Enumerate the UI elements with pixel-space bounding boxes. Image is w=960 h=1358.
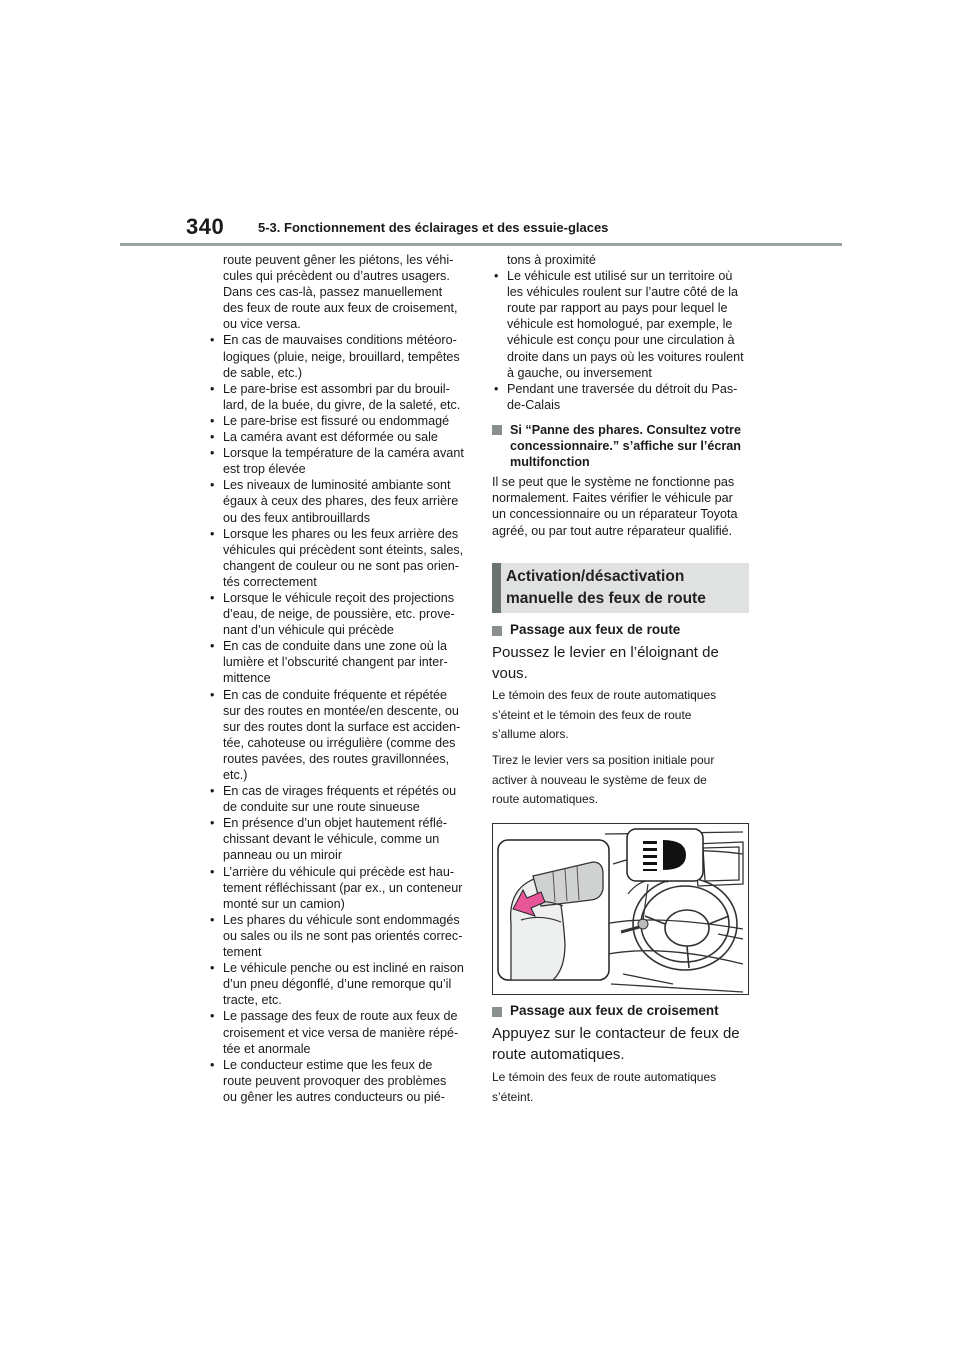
steering-wheel-icon [633,878,737,970]
list-item [208,687,470,784]
square-bullet-icon [492,626,502,636]
list-item-line: à gauche, ou inversement [507,365,652,380]
high-beam-heading [492,622,680,637]
note-line: s’allume alors. [492,727,569,741]
intro-line: cules qui précèdent ou d’autres usagers. [223,269,450,284]
list-item [208,477,470,525]
list-item [208,783,470,815]
instruction-line: Poussez le levier en l’éloignant de [492,644,719,661]
section-title-line: Activation/désactivation [506,568,685,585]
list-item-line: • En présence d’un objet hautement réflé- [223,816,448,831]
header-divider [120,243,842,246]
list-item-line: • Lorsque les phares ou les feux arrière des [223,526,459,541]
list-item [208,1057,470,1105]
list-item-line: route peuvent provoquer des problèmes [223,1073,447,1088]
list-item-line: changent de couleur ou ne sont pas orien- [223,558,459,573]
notice-body [492,474,750,538]
note-line: Le témoin des feux de route automatiques [492,1070,717,1084]
list-item-line: routes pavées, des routes gravillonnées, [223,751,450,766]
list-item-line: etc.) [223,768,248,782]
note-line: s’éteint. [492,1089,534,1104]
lever-illustration-svg [493,824,749,995]
list-item-line: • En cas de mauvaises conditions météoro- [223,333,457,348]
list-item [208,912,470,960]
list-item-line: • Lorsque le véhicule reçoit des projections [223,590,455,605]
list-item-line: ou sales ou ils ne sont pas orientés correc- [223,928,463,943]
list-item-line: véhicule est homologué, par exemple, le [507,317,733,332]
notice-body-line: Il se peut que le système ne fonctionne pas [492,475,735,490]
instruction-line: route automatiques. [492,1046,625,1063]
list-item-line: sur des routes dont la surface est acciden- [223,719,461,734]
lever-illustration [492,823,749,995]
list-item-line: chissant devant le véhicule, comme un [223,832,440,847]
list-item-line: tés correctement [223,574,317,589]
note-line: s’éteint et le témoin des feux de route [492,707,692,722]
list-item-line: tement réfléchissant (par ex., un conteneur [223,880,463,895]
intro-line: Dans ces cas-là, passez manuellement [223,285,443,300]
notice-body-line: normalement. Faites vérifier le véhicule par [492,491,733,506]
list-item [208,332,470,380]
list-item-line: croisement et vice versa de manière répé- [223,1025,459,1040]
list-item-line: ou gêner les autres conducteurs ou pié- [223,1089,445,1104]
notice-body-line: agréé, ou par tout autre réparateur qualifié. [492,523,733,538]
section-title-line: manuelle des feux de route [506,590,706,607]
section-title-box [492,563,749,613]
list-item-line: • Le conducteur estime que les feux de [223,1057,433,1072]
list-item-line: • Le véhicule penche ou est incliné en raison [223,961,464,976]
intro-line: route peuvent gêner les piétons, les véhi- [223,253,454,267]
list-item-line: • Lorsque la température de la caméra avant [223,446,464,461]
list-item [208,815,470,863]
list-item-line: lumière et l’obscurité changent par inter- [223,655,448,670]
list-item [208,1008,470,1056]
list-item-line: lard, de la buée, du givre, de la saleté, etc. [223,397,461,412]
section-title [506,566,706,610]
list-item-line: tracte, etc. [223,993,282,1008]
section-title-bar [492,563,501,613]
intro-paragraph [208,252,470,332]
high-beam-instruction [492,642,750,684]
condition-list [208,332,470,1105]
square-bullet-icon [492,425,502,435]
note-line: Tirez le levier vers sa position initiale pour [492,753,715,767]
list-item-line: route par rapport au pays pour lequel le [507,301,728,316]
condition-list-continued [492,268,750,413]
high-beam-heading-text: Passage aux feux de route [510,622,681,637]
list-item [208,445,470,477]
list-item-line: de conduite sur une route sinueuse [223,800,420,815]
list-item-line: • En cas de conduite dans une zone où la [223,639,448,654]
notice-body-line: un concessionnaire ou un réparateur Toyota [492,507,738,522]
list-item-line: • La caméra avant est déformée ou sale [223,430,438,445]
list-item-line: • Le pare-brise est fissuré ou endommagé [223,413,450,428]
list-item [492,381,750,413]
list-item [492,268,750,381]
low-beam-heading [492,1003,719,1018]
list-item [208,413,470,429]
continuation-line: tons à proximité [507,253,596,267]
list-item-line: d’eau, de neige, de poussière, etc. prove- [223,607,455,622]
list-item-line: monté sur un camion) [223,896,345,911]
list-item-line: ou des feux antibrouillards [223,510,371,525]
list-item-line: tée et anormale [223,1041,311,1056]
list-item [208,638,470,686]
list-item-line: • En cas de virages fréquents et répétés ou [223,784,457,799]
left-column [208,252,470,1105]
square-bullet-icon [492,1007,502,1017]
list-item-line: • Le passage des feux de route aux feux de [223,1009,458,1024]
notice-heading-line: Si “Panne des phares. Consultez votre [510,422,741,437]
list-item-line: véhicules qui précèdent sont éteints, sales, [223,542,464,557]
notice-heading-line: concessionnaire.” s’affiche sur l’écran [510,439,741,454]
list-item-line: panneau ou un miroir [223,848,343,863]
section-header-title: 5-3. Fonctionnement des éclairages et des essuie-glaces [258,220,609,235]
notice-heading-line: multifonction [510,455,590,470]
list-item-line: • Le pare-brise est assombri par du brouil- [223,381,450,396]
list-item-line: de-Calais [507,397,561,412]
list-item-line: de sable, etc.) [223,365,303,380]
list-item-line: • Les phares du véhicule sont endommagés [223,912,460,927]
instruction-line: Appuyez sur le contacteur de feux de [492,1025,740,1042]
list-item-line: véhicule est conçu pour une circulation à [507,333,735,348]
list-item [208,864,470,912]
list-item [208,960,470,1008]
list-item-line: égaux à ceux des phares, des feux arrière [223,494,459,509]
list-item-line: • Pendant une traversée du détroit du Pas- [507,381,738,396]
list-item-line: • L’arrière du véhicule qui précède est hau- [223,864,455,879]
list-item-line: nant d’un véhicule qui précède [223,623,394,638]
note-line: route automatiques. [492,792,599,806]
intro-line: ou vice versa. [223,317,301,332]
list-item-line: tement [223,945,262,960]
list-item [208,429,470,445]
low-beam-heading-text: Passage aux feux de croisement [510,1003,719,1018]
list-item-line: mittence [223,671,271,686]
list-item-line: logiques (pluie, neige, brouillard, tempêtes [223,349,460,364]
page-number: 340 [186,214,225,239]
lever-highlight [638,919,648,929]
list-item-line: • En cas de conduite fréquente et répétée [223,687,448,702]
note-line: Le témoin des feux de route automatiques [492,688,717,702]
note-line: activer à nouveau le système de feux de [492,772,707,787]
list-item-line: tée, cahoteuse ou irrégulière (comme des [223,735,456,750]
list-item-line: droite dans un pays où les voitures roulent [507,349,744,364]
high-beam-note-2 [492,751,750,810]
low-beam-note [492,1068,750,1107]
list-item-line: sur des routes en montée/en descente, ou [223,703,459,718]
list-item [208,526,470,590]
high-beam-note-1 [492,686,750,745]
instruction-line: vous. [492,665,528,682]
list-item-line: d’un pneu dégonflé, d’une remorque qu’il [223,977,452,992]
list-item-line: • Le véhicule est utilisé sur un territoire où [507,269,733,284]
low-beam-instruction [492,1023,750,1065]
indicator-pointer [643,884,648,920]
right-column [492,252,750,539]
list-item-line: les véhicules roulent sur l’autre côté de la [507,285,739,300]
list-item [208,590,470,638]
list-item-line: est trop élevée [223,462,306,477]
notice-heading [492,422,750,470]
list-item-line: • Les niveaux de luminosité ambiante sont [223,478,451,493]
continuation-text [492,252,750,268]
intro-line: des feux de route aux feux de croisement, [223,301,458,316]
list-item [208,381,470,413]
